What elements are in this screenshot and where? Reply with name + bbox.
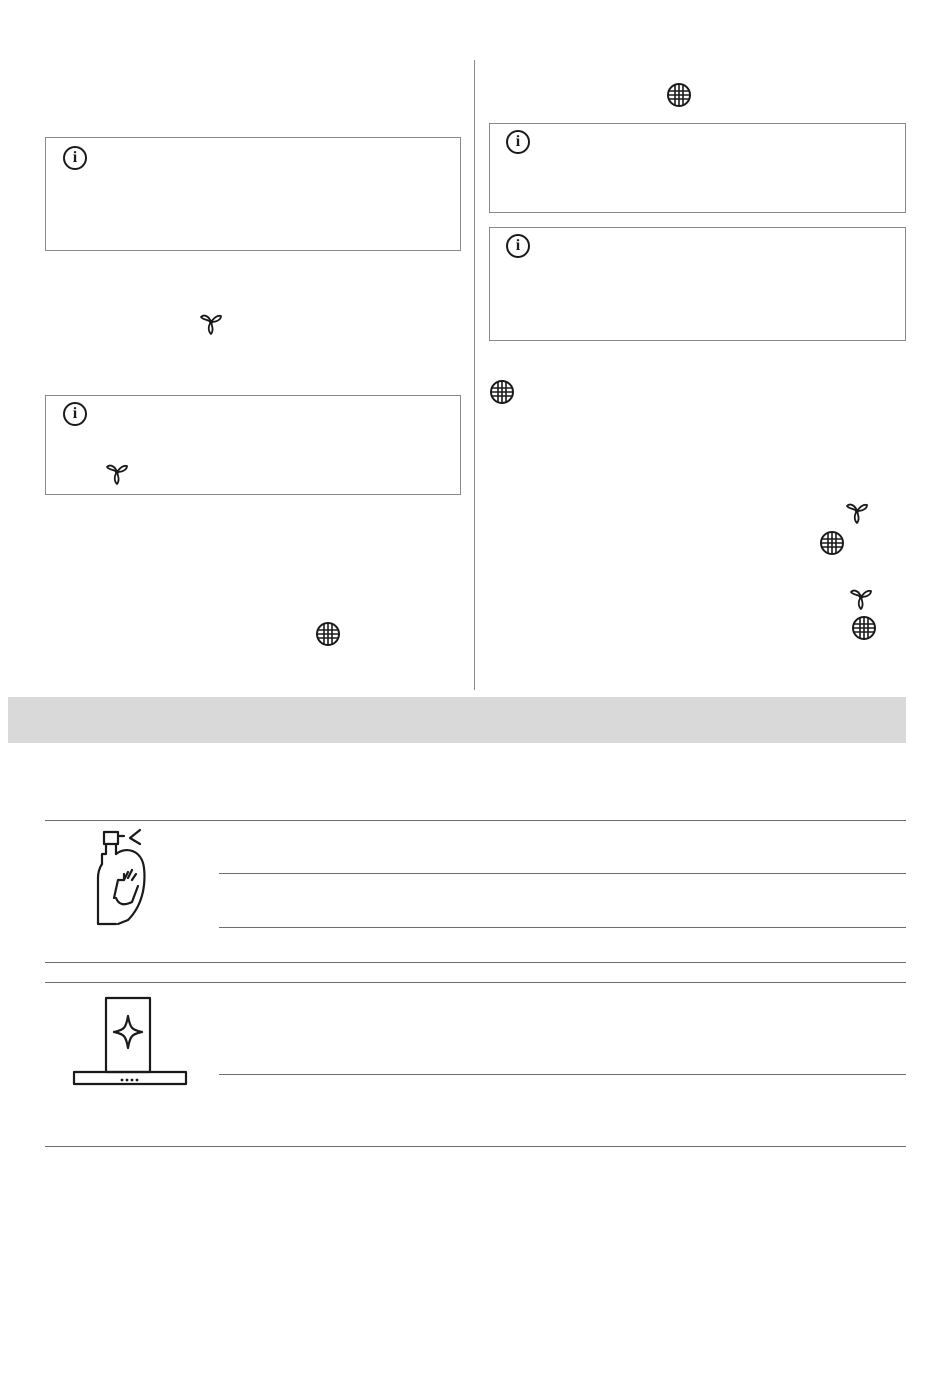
section-header-bar [8, 697, 906, 743]
fan-speed-icon [198, 310, 224, 336]
hood-stainless-surface-icon [72, 996, 188, 1088]
grease-filter-icon [851, 615, 877, 641]
table-rule [219, 873, 906, 874]
grease-filter-icon [819, 530, 845, 556]
grease-filter-icon [666, 82, 692, 108]
info-icon-glyph: i [515, 237, 521, 254]
fan-speed-icon [104, 460, 130, 486]
column-divider [474, 60, 475, 690]
table-rule [45, 820, 906, 821]
fan-speed-icon [848, 585, 874, 611]
fan-speed-icon [844, 499, 870, 525]
info-box-3 [489, 123, 906, 213]
info-icon [506, 234, 530, 258]
info-icon-glyph: i [72, 149, 78, 166]
grease-filter-icon [489, 379, 515, 405]
table-rule [45, 1146, 906, 1147]
info-box-4 [489, 227, 906, 341]
info-icon-glyph: i [72, 405, 78, 422]
info-box-2 [45, 395, 461, 495]
cleaning-spray-cloth-icon [92, 828, 148, 928]
grease-filter-icon [315, 621, 341, 647]
info-icon [63, 146, 87, 170]
table-rule [45, 962, 906, 963]
info-icon [506, 130, 530, 154]
table-rule [219, 927, 906, 928]
table-rule [219, 1074, 906, 1075]
table-rule [45, 982, 906, 983]
info-icon [63, 402, 87, 426]
info-icon-glyph: i [515, 133, 521, 150]
info-box-1 [45, 137, 461, 251]
